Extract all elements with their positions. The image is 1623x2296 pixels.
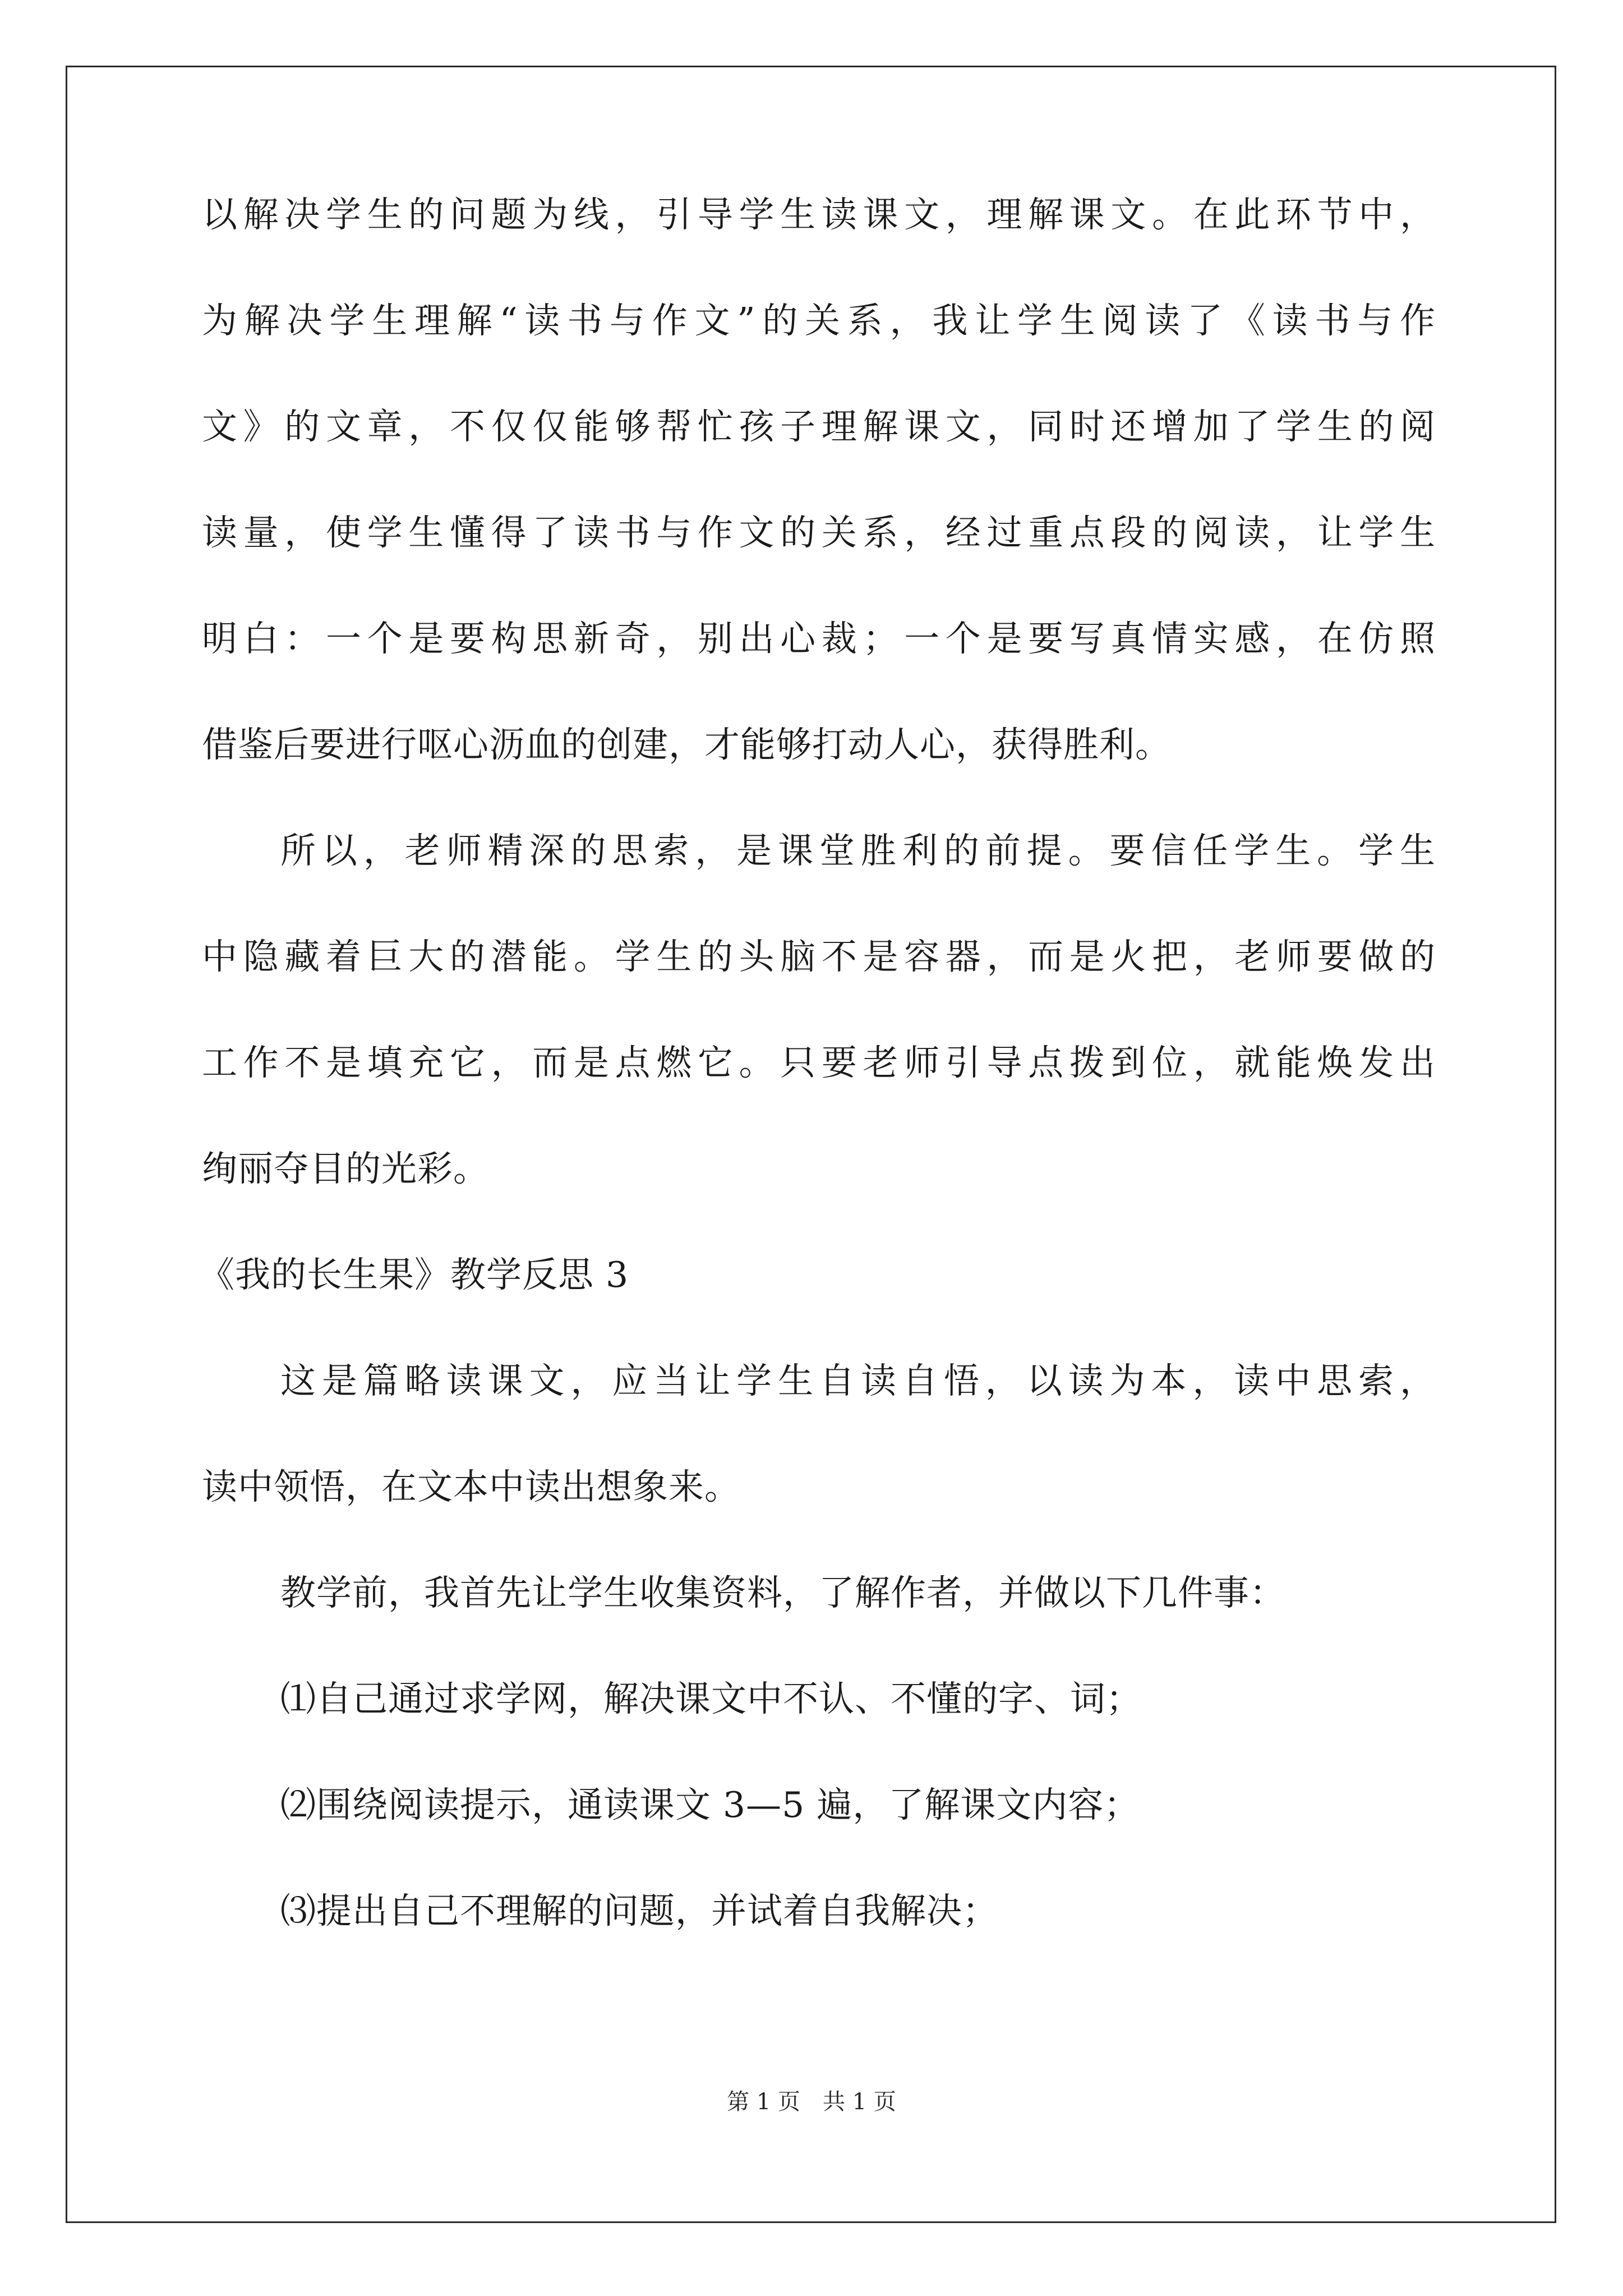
list-item: ⑴自己通过求学网，解决课文中不认、不懂的字、词； — [280, 1678, 1142, 1719]
paragraph-line: 教学前，我首先让学生收集资料，了解作者，并做以下几件事： — [280, 1572, 1285, 1613]
section-heading: 《我的长生果》教学反思 3 — [199, 1254, 629, 1295]
paragraph-line: 读中领悟，在文本中读出想象来。 — [202, 1466, 740, 1507]
paragraph-line: 中隐藏着巨大的潜能。学生的头脑不是容器，而是火把，老师要做的 — [202, 936, 1436, 977]
paragraph-line: 工作不是填充它，而是点燃它。只要老师引导点拨到位，就能焕发出 — [202, 1042, 1436, 1083]
page-number: 第 1 页 共 1 页 — [727, 2089, 896, 2115]
paragraph-line: 借鉴后要进行呕心沥血的创建，才能够打动人心，获得胜利。 — [202, 724, 1171, 765]
paragraph-line: 所以，老师精深的思索，是课堂胜利的前提。要信任学生。学生 — [280, 830, 1436, 871]
paragraph-line: 这是篇略读课文，应当让学生自读自悟，以读为本，读中思索， — [280, 1360, 1436, 1401]
paragraph-line: 绚丽夺目的光彩。 — [202, 1148, 489, 1189]
paragraph-line: 文》的文章，不仅仅能够帮忙孩子理解课文，同时还增加了学生的阅 — [202, 406, 1436, 447]
paragraph-line: 明白：一个是要构思新奇，别出心裁；一个是要写真情实感，在仿照 — [202, 618, 1436, 659]
paragraph-line: 为解决学生理解“读书与作文”的关系，我让学生阅读了《读书与作 — [202, 300, 1436, 341]
paragraph-line: 读量，使学生懂得了读书与作文的关系，经过重点段的阅读，让学生 — [202, 512, 1436, 553]
paragraph-line: 以解决学生的问题为线，引导学生读课文，理解课文。在此环节中， — [202, 194, 1436, 235]
list-item: ⑵围绕阅读提示，通读课文 3—5 遍，了解课文内容； — [280, 1784, 1140, 1825]
list-item: ⑶提出自己不理解的问题，并试着自我解决； — [280, 1890, 998, 1931]
